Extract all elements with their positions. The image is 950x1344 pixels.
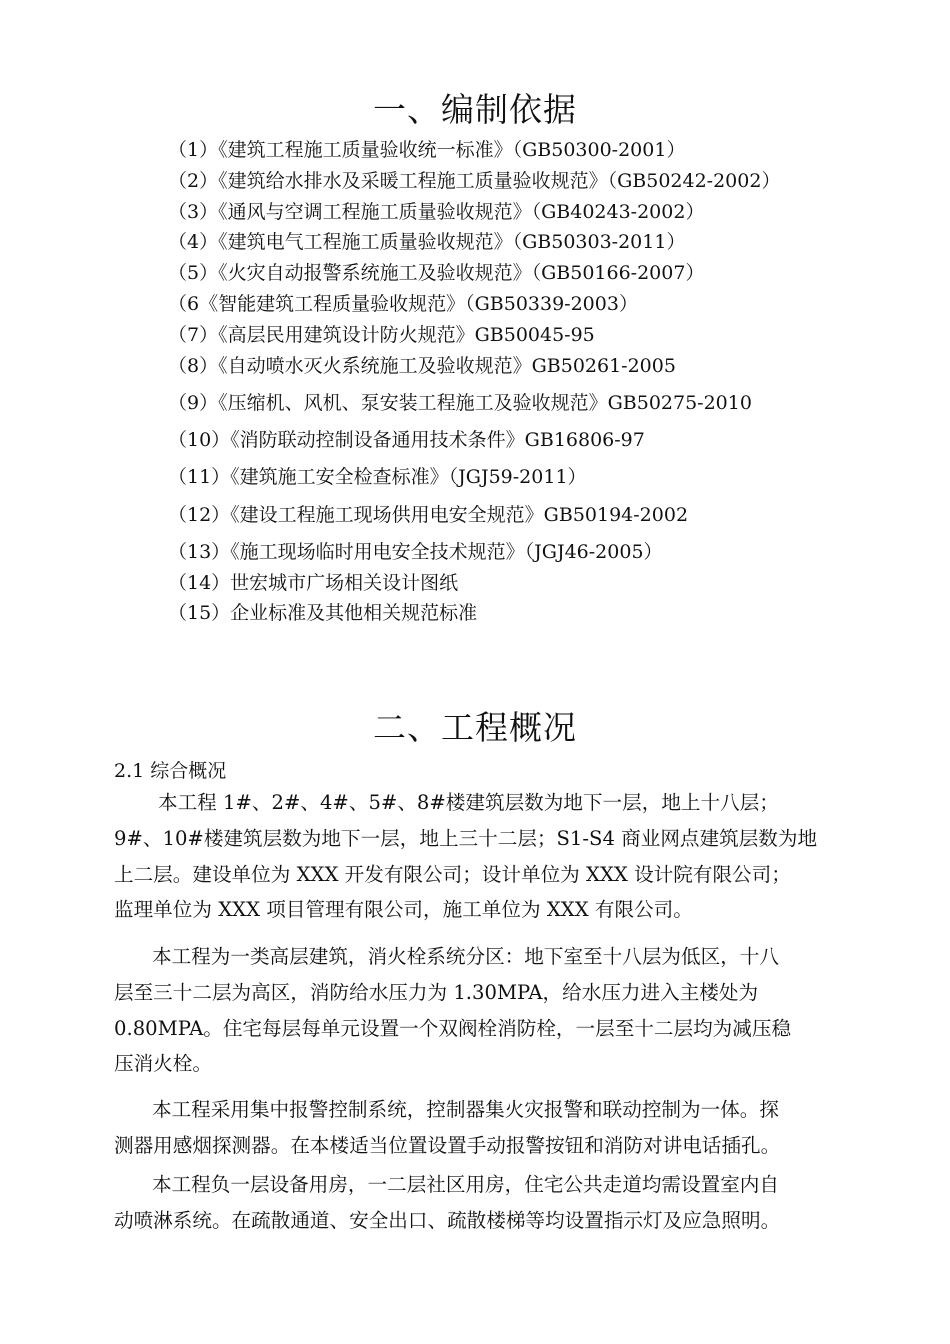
paragraph-line: 本工程 1#、2#、4#、5#、8#楼建筑层数为地下一层，地上十八层； xyxy=(158,791,779,814)
reference-item: （2）《建筑给水排水及采暖工程施工质量验收规范》（GB50242-2002） xyxy=(168,170,781,192)
paragraph-line: 本工程采用集中报警控制系统，控制器集火灾报警和联动控制为一体。探 xyxy=(152,1098,779,1121)
reference-item: （11）《建筑施工安全检查标准》（JGJ59-2011） xyxy=(168,466,587,488)
paragraph-line: 本工程为一类高层建筑，消火栓系统分区：地下室至十八层为低区，十八 xyxy=(152,945,779,968)
reference-item: （14）世宏城市广场相关设计图纸 xyxy=(168,572,459,594)
paragraph xyxy=(114,1092,878,1164)
paragraph xyxy=(114,939,878,1082)
paragraph-line: 0.80MPA。住宅每层每单元设置一个双阀栓消防栓，一层至十二层均为减压稳 xyxy=(114,1016,792,1040)
section-1-title: 一、编制依据 xyxy=(373,90,577,129)
reference-item: （8）《自动喷水灭火系统施工及验收规范》GB50261-2005 xyxy=(168,355,676,377)
paragraph xyxy=(114,785,878,928)
paragraph-line: 层至三十二层为高区，消防给水压力为 1.30MPA，给水压力进入主楼处为 xyxy=(114,980,759,1004)
reference-item: （4）《建筑电气工程施工质量验收规范》（GB50303-2011） xyxy=(168,231,686,253)
section-2-title: 二、工程概况 xyxy=(373,708,577,747)
paragraph-line: 9#、10#楼建筑层数为地下一层，地上三十二层；S1-S4 商业网点建筑层数为地 xyxy=(114,826,818,850)
reference-item: （5）《火灾自动报警系统施工及验收规范》（GB50166-2007） xyxy=(168,262,705,284)
reference-item: （15）企业标准及其他相关规范标准 xyxy=(168,602,478,624)
paragraph-line: 监理单位为 XXX 项目管理有限公司，施工单位为 XXX 有限公司。 xyxy=(114,898,693,922)
subsection-heading: 2.1 综合概况 xyxy=(114,760,227,782)
paragraph-line: 上二层。建设单位为 XXX 开发有限公司；设计单位为 XXX 设计院有限公司； xyxy=(114,862,791,886)
reference-item: （10）《消防联动控制设备通用技术条件》GB16806-97 xyxy=(168,429,645,451)
paragraph-line: 本工程负一层设备用房，一二层社区用房，住宅公共走道均需设置室内自 xyxy=(152,1173,779,1196)
reference-item: （6《智能建筑工程质量验收规范》（GB50339-2003） xyxy=(168,293,638,315)
reference-item: （3）《通风与空调工程施工质量验收规范》（GB40243-2002） xyxy=(168,201,705,223)
reference-item: （9）《压缩机、风机、泵安装工程施工及验收规范》GB50275-2010 xyxy=(168,392,752,414)
paragraph-line: 动喷淋系统。在疏散通道、安全出口、疏散楼梯等均设置指示灯及应急照明。 xyxy=(114,1208,781,1232)
reference-item: （13）《施工现场临时用电安全技术规范》（JGJ46-2005） xyxy=(168,541,663,563)
paragraph-line: 测器用感烟探测器。在本楼适当位置设置手动报警按钮和消防对讲电话插孔。 xyxy=(114,1133,781,1157)
reference-item: （7）《高层民用建筑设计防火规范》GB50045-95 xyxy=(168,324,595,346)
reference-item: （12）《建设工程施工现场供用电安全规范》GB50194-2002 xyxy=(168,504,689,526)
paragraph xyxy=(114,1167,878,1239)
reference-item: （1）《建筑工程施工质量验收统一标准》（GB50300-2001） xyxy=(168,139,686,161)
paragraph-line: 压消火栓。 xyxy=(114,1052,212,1076)
